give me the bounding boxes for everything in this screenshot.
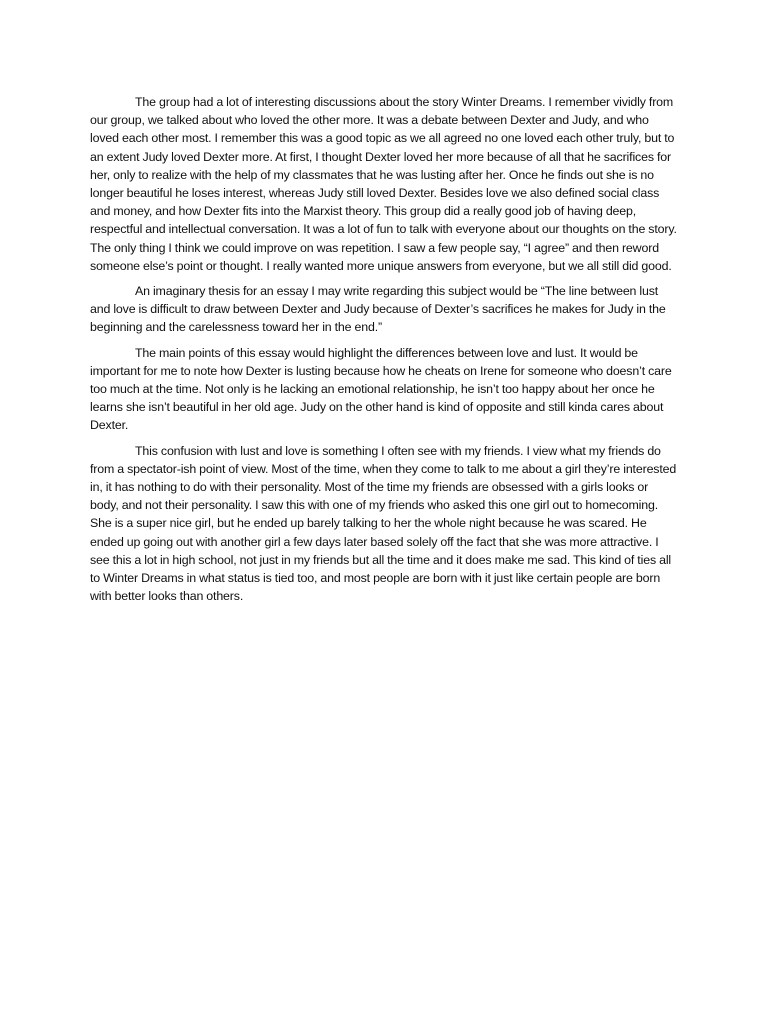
paragraph-thesis: An imaginary thesis for an essay I may write regarding this subject would be “The line between lust and love is difficult to draw between Dexter and Judy because of Dexter’s sacrifices he makes for Judy in the beginning and the carelessness toward her in the end.”	[90, 284, 666, 335]
paragraph-main-points: The main points of this essay would highlight the differences between love and lust. It would be important for me to note how Dexter is lusting because how he cheats on Irene for someone who doesn’t care too much at the time. Not only is he lacking an emotional relationship, he isn’t too happy about her once he learns she isn’t beautiful in her old age. Judy on the other hand is kind of opposite and still kinda cares about Dexter.	[90, 345, 672, 433]
document-body	[90, 93, 678, 612]
paragraph-personal-connection: This confusion with lust and love is something I often see with my friends. I view what my friends do from a spectator-ish point of view. Most of the time, when they come to talk to me about a girl they’re interested in, it has nothing to do with their personality. Most of the time my friends are obsessed with a girls looks or body, and not their personality. I saw this with one of my friends who asked this one girl out to homecoming. She is a super nice girl, but he ended up barely talking to her the whole night because he was scared. He ended up going out with another girl a few days later based solely off the fact that she was more attractive. I see this a lot in high school, not just in my friends but all the time and it does make me sad. This kind of ties all to Winter Dreams in what status is tied too, and most people are born with it just like certain people are born with better looks than others.	[90, 443, 677, 604]
paragraph-discussion: The group had a lot of interesting discussions about the story Winter Dreams. I remember vividly from our group, we talked about who loved the other more. It was a debate between Dexter and Judy, and who loved each other most. I remember this was a good topic as we all agreed no one loved each other truly, but to an extent Judy loved Dexter more. At first, I thought Dexter loved her more because of all that he sacrifices for her, only to realize with the help of my classmates that he was lusting after her. Once he finds out she is no longer beautiful he loses interest, whereas Judy still loved Dexter. Besides love we also defined social class and money, and how Dexter fits into the Marxist theory. This group did a really good job of having deep, respectful and intellectual conversation. It was a lot of fun to talk with everyone about our thoughts on the story. The only thing I think we could improve on was repetition. I saw a few people say, “I agree” and then reword someone else’s point or thought. I really wanted more unique answers from everyone, but we all still did good.	[90, 95, 677, 273]
